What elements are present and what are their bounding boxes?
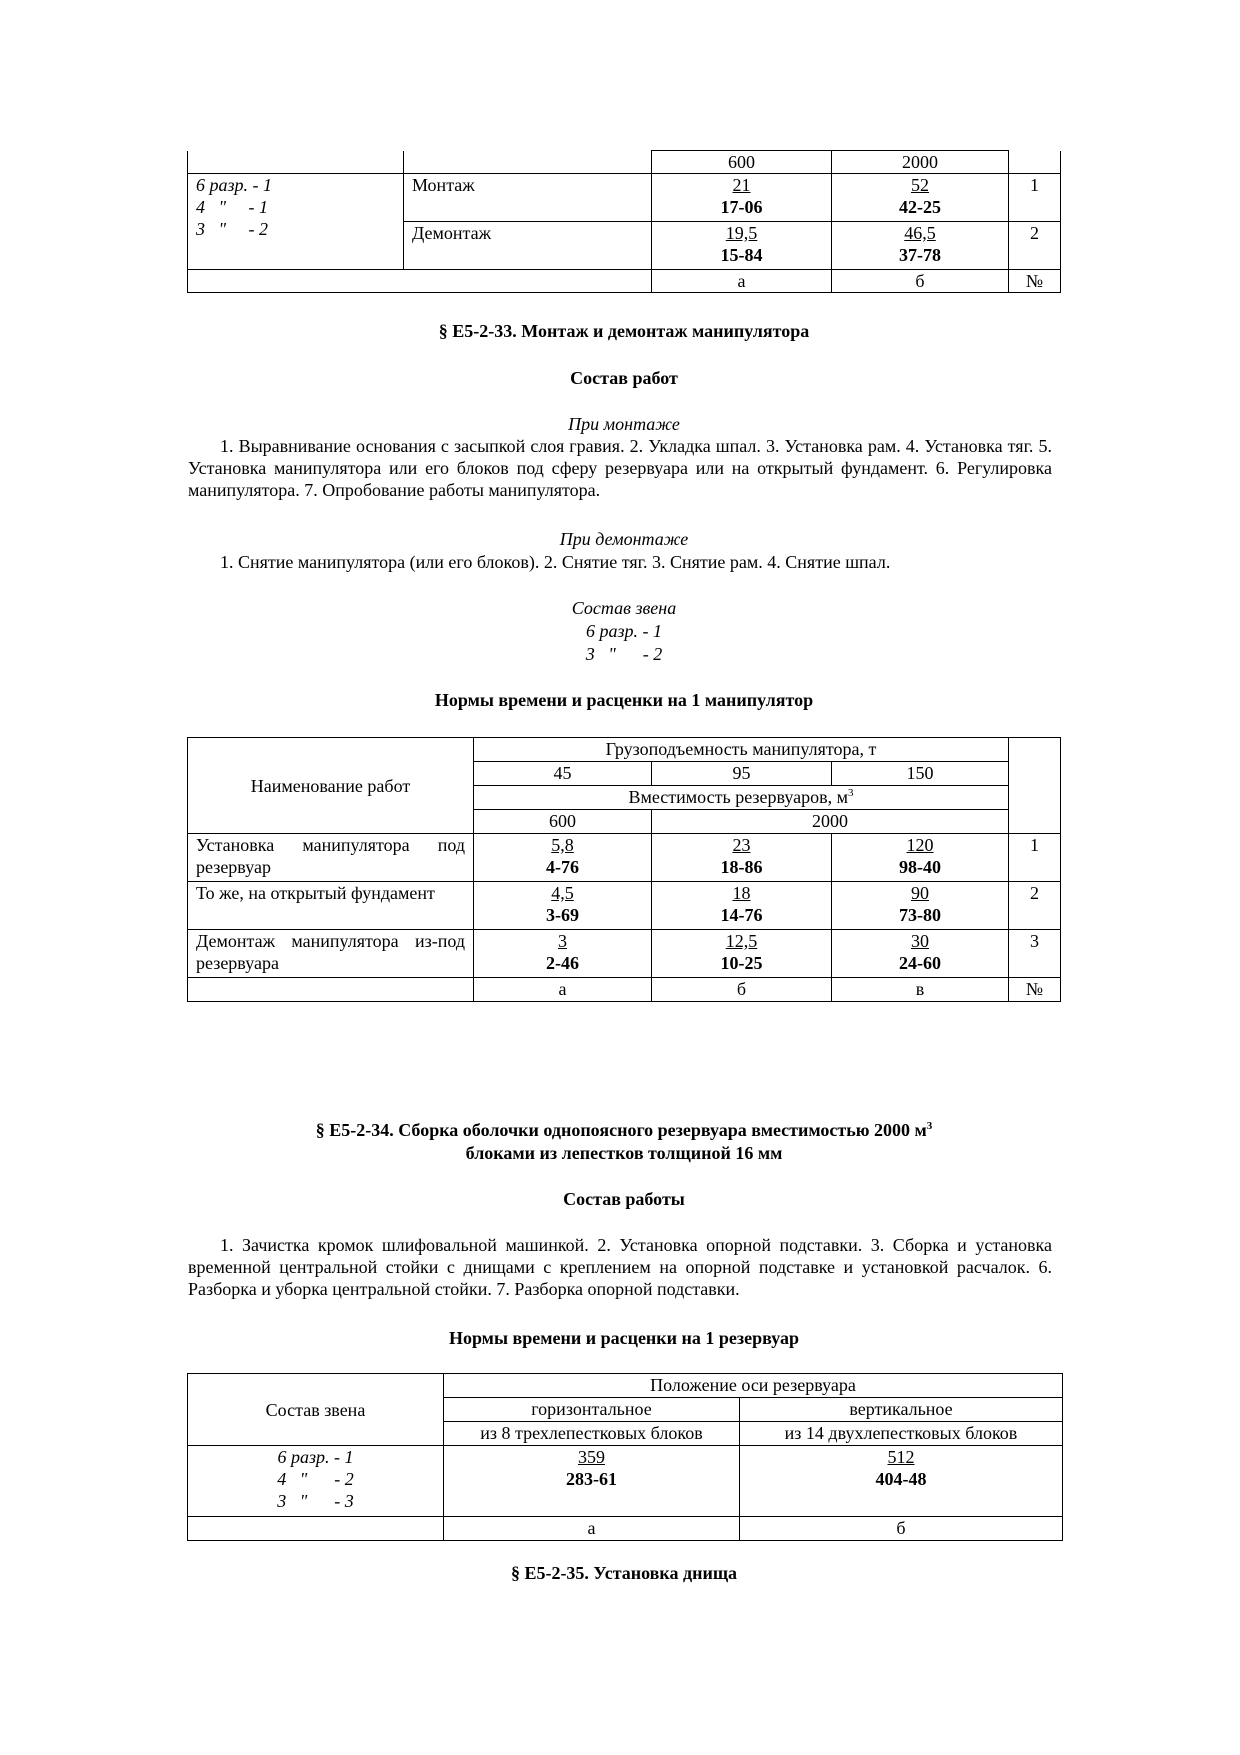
price: 42-25 bbox=[899, 197, 941, 217]
table-1-empty bbox=[1009, 151, 1061, 174]
norm-time: 19,5 bbox=[725, 223, 758, 243]
table-1-crew bbox=[188, 174, 404, 270]
table-2-row-name: Установка манипулятора под резервуар bbox=[188, 834, 474, 882]
price: 18-86 bbox=[720, 857, 763, 877]
table-2-name-header: Наименование работ bbox=[188, 738, 474, 834]
table-2-cell bbox=[474, 930, 652, 978]
dismount-text: 1. Снятие манипулятора (или его блоков). 2. Снятие тяг. 3. Снятие рам. 4. Снятие шпал. bbox=[220, 552, 891, 572]
price: 98-40 bbox=[899, 857, 941, 877]
price: 4-76 bbox=[546, 857, 579, 877]
table-3-vertical-sub: из 14 двухлепестковых блоков bbox=[740, 1422, 1063, 1446]
table-1-footer-empty bbox=[188, 270, 652, 293]
table-2-row-number: 2 bbox=[1009, 882, 1061, 930]
section-34-title-text: § Е5-2-34. Сборка оболочки однопоясного резервуара вместимостью 2000 м bbox=[315, 1120, 927, 1140]
norm-time: 3 bbox=[558, 931, 567, 951]
norm-time: 5,8 bbox=[551, 835, 574, 855]
table-2 bbox=[187, 737, 1061, 1002]
table-3-horizontal: горизонтальное bbox=[444, 1398, 740, 1422]
table-3-crew bbox=[188, 1446, 444, 1517]
table-3-cell bbox=[444, 1446, 740, 1517]
table-2-empty bbox=[1009, 738, 1061, 834]
mount-text: 1. Выравнивание основания с засыпкой слоя гравия. 2. Укладка шпал. 3. Установка рам. 4. Установка тяг. 5. Установка манипулятора или его блоков под сферу резервуара или на открытый фундамент. 6. Регулировка манипулятора. 7. Опробование работы манипулятора. bbox=[188, 436, 1052, 500]
volume-header-text: Вместимость резервуаров, м bbox=[628, 787, 849, 807]
table-1-cell bbox=[652, 222, 832, 270]
table-1-footer-num: № bbox=[1009, 270, 1061, 293]
norm-time: 30 bbox=[911, 931, 929, 951]
price: 2-46 bbox=[546, 953, 579, 973]
mount-heading: При монтаже bbox=[568, 414, 680, 434]
table-2-volume-header bbox=[474, 786, 1009, 810]
table-2-cell bbox=[652, 930, 832, 978]
table-2-cell bbox=[832, 834, 1009, 882]
table-2-footer-b: б bbox=[652, 978, 832, 1002]
price: 15-84 bbox=[720, 245, 763, 265]
crew-line: 4 " - 1 bbox=[196, 197, 269, 217]
table-1-header-2000: 2000 bbox=[832, 151, 1009, 174]
price: 24-60 bbox=[899, 953, 941, 973]
table-2-row-name: То же, на открытый фундамент bbox=[188, 882, 474, 930]
section-33-norms-heading: Нормы времени и расценки на 1 манипулятор bbox=[434, 690, 814, 710]
crew-line: 3 " - 3 bbox=[277, 1491, 354, 1511]
table-2-cell bbox=[474, 834, 652, 882]
table-1-empty bbox=[404, 151, 652, 174]
table-2-row-name: Демонтаж манипулятора из-под резервуара bbox=[188, 930, 474, 978]
table-3-crew-header: Состав звена bbox=[188, 1374, 444, 1446]
norm-time: 12,5 bbox=[725, 931, 758, 951]
table-2-cell bbox=[832, 882, 1009, 930]
table-1-cell bbox=[652, 174, 832, 222]
crew-line-2: 3 " - 2 bbox=[585, 644, 663, 664]
table-3-horizontal-sub: из 8 трехлепестковых блоков bbox=[444, 1422, 740, 1446]
table-1-cell bbox=[832, 174, 1009, 222]
table-2-cell bbox=[652, 882, 832, 930]
table-2-footer-num: № bbox=[1009, 978, 1061, 1002]
volume-2000: 2000 bbox=[652, 810, 1009, 834]
norm-time: 18 bbox=[732, 883, 751, 903]
section-35-title: § Е5-2-35. Установка днища bbox=[510, 1563, 738, 1583]
crew-line: 4 " - 2 bbox=[277, 1469, 354, 1489]
crew-line-1: 6 разр. - 1 bbox=[585, 621, 663, 641]
volume-header-sup: 3 bbox=[848, 787, 854, 799]
table-2-footer-a: а bbox=[474, 978, 652, 1002]
section-33-composition-heading: Состав работ bbox=[570, 368, 678, 388]
norm-time: 23 bbox=[732, 835, 751, 855]
table-2-footer-empty bbox=[188, 978, 474, 1002]
table-3-vertical: вертикальное bbox=[740, 1398, 1063, 1422]
table-2-footer-c: в bbox=[832, 978, 1009, 1002]
section-34-title-line-2: блоками из лепестков толщиной 16 мм bbox=[465, 1143, 783, 1163]
norm-time: 46,5 bbox=[904, 223, 936, 243]
price: 37-78 bbox=[899, 245, 941, 265]
section-34-composition-heading: Состав работы bbox=[563, 1189, 685, 1209]
section-34-text: 1. Зачистка кромок шлифовальной машинкой. 2. Установка опорной подставки. 3. Сборка и установка временной центральной стойки с днищами с креплением на опорной подставке и установкой расчалок. 6. Разборка и уборка центральной стойки. 7. Разборка опорной подставки. bbox=[188, 1235, 1052, 1299]
capacity-95: 95 bbox=[652, 762, 832, 786]
table-1-row-number: 2 bbox=[1009, 222, 1061, 270]
capacity-45: 45 bbox=[474, 762, 652, 786]
table-2-row-number: 1 bbox=[1009, 834, 1061, 882]
norm-time: 90 bbox=[911, 883, 929, 903]
table-1-row-number: 1 bbox=[1009, 174, 1061, 222]
table-2-cell bbox=[832, 930, 1009, 978]
table-1 bbox=[187, 150, 1061, 293]
table-1-footer-a: а bbox=[652, 270, 832, 293]
price: 10-25 bbox=[720, 953, 763, 973]
price: 17-06 bbox=[720, 197, 763, 217]
crew-line: 6 разр. - 1 bbox=[196, 175, 273, 195]
table-3-cell bbox=[740, 1446, 1063, 1517]
table-1-header-600: 600 bbox=[652, 151, 832, 174]
price: 14-76 bbox=[720, 905, 763, 925]
price: 283-61 bbox=[566, 1469, 617, 1489]
price: 3-69 bbox=[546, 905, 579, 925]
table-2-cell bbox=[474, 882, 652, 930]
table-3-footer-b: б bbox=[740, 1517, 1063, 1541]
norm-time: 21 bbox=[732, 175, 751, 195]
norm-time: 359 bbox=[578, 1447, 605, 1467]
table-2-cell bbox=[652, 834, 832, 882]
table-1-row-name: Демонтаж bbox=[404, 222, 652, 270]
crew-line: 6 разр. - 1 bbox=[277, 1447, 354, 1467]
crew-line: 3 " - 2 bbox=[196, 219, 269, 239]
table-2-row-number: 3 bbox=[1009, 930, 1061, 978]
table-3-footer-empty bbox=[188, 1517, 444, 1541]
volume-600: 600 bbox=[474, 810, 652, 834]
section-33-title: § Е5-2-33. Монтаж и демонтаж манипулятора bbox=[438, 321, 810, 341]
table-1-row-name: Монтаж bbox=[404, 174, 652, 222]
norm-time: 4,5 bbox=[551, 883, 574, 903]
table-1-footer-b: б bbox=[832, 270, 1009, 293]
section-34-norms-heading: Нормы времени и расценки на 1 резервуар bbox=[448, 1328, 800, 1348]
table-3 bbox=[187, 1373, 1063, 1541]
section-34-title-sup: 3 bbox=[926, 1120, 933, 1132]
price: 404-48 bbox=[875, 1469, 927, 1489]
table-2-capacity-header: Грузоподъемность манипулятора, т bbox=[474, 738, 1009, 762]
section-34-title bbox=[188, 1119, 1060, 1141]
price: 73-80 bbox=[899, 905, 941, 925]
norm-time: 512 bbox=[887, 1447, 915, 1467]
norm-time: 120 bbox=[906, 835, 934, 855]
capacity-150: 150 bbox=[832, 762, 1009, 786]
crew-heading: Состав звена bbox=[571, 598, 677, 618]
table-3-footer-a: а bbox=[444, 1517, 740, 1541]
dismount-heading: При демонтаже bbox=[559, 529, 689, 549]
table-1-cell bbox=[832, 222, 1009, 270]
table-1-empty bbox=[188, 151, 404, 174]
table-3-axis-header: Положение оси резервуара bbox=[444, 1374, 1063, 1398]
norm-time: 52 bbox=[911, 175, 929, 195]
